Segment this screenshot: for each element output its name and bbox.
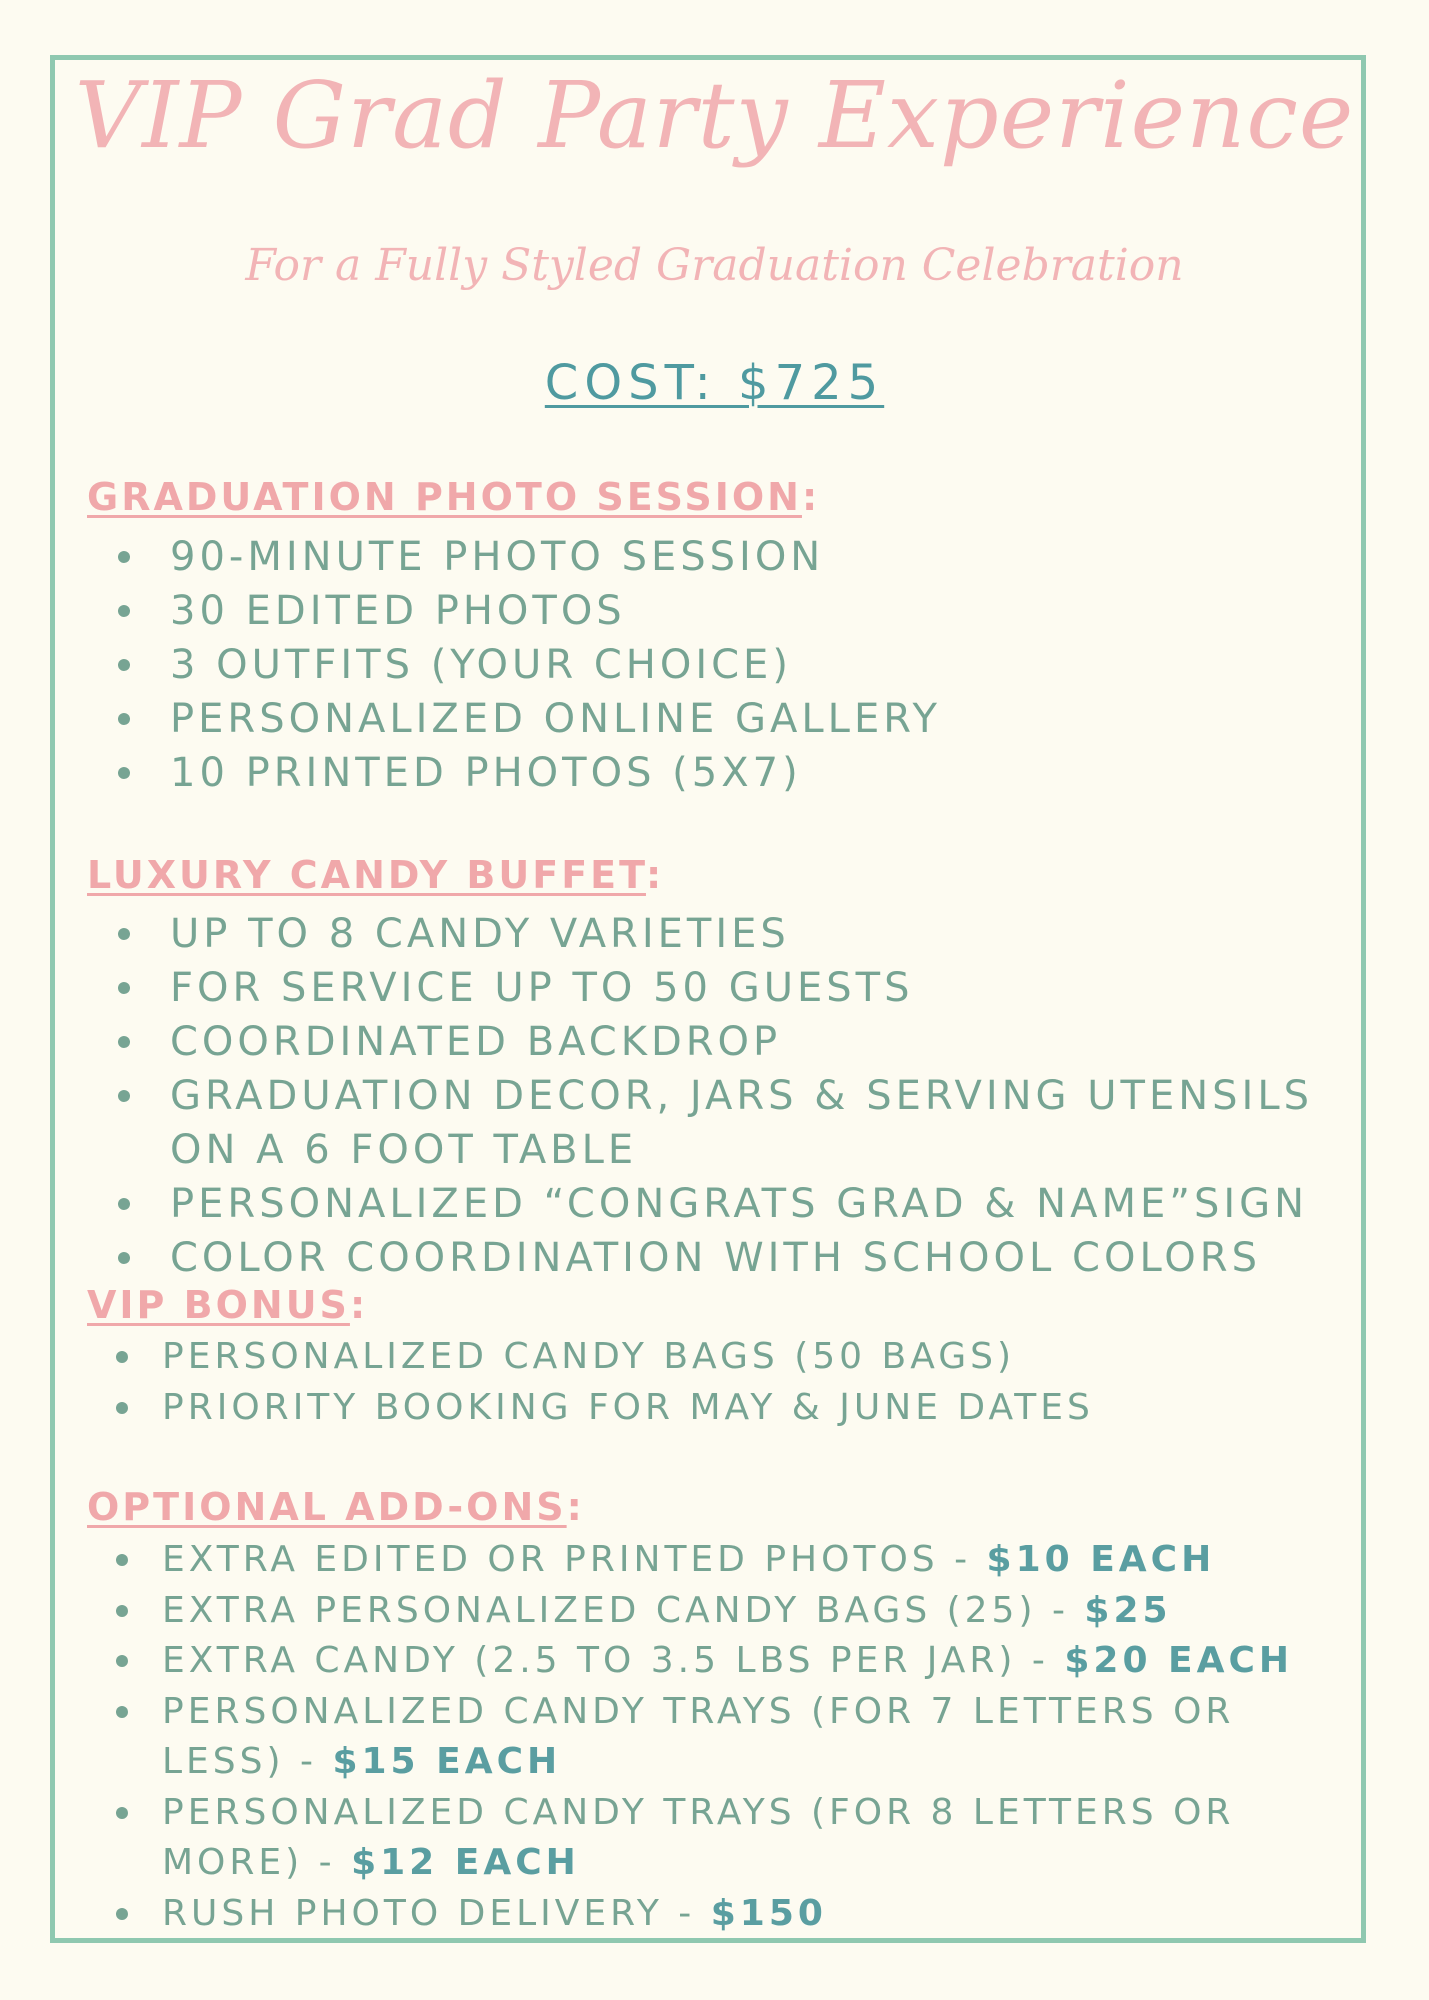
list-item-continuation: ON A 6 FOOT TABLE	[170, 1127, 638, 1173]
list-item: COORDINATED BACKDROP	[0, 1015, 1313, 1069]
addon-item	[0, 1687, 1293, 1738]
addon-item-continuation	[0, 1737, 1293, 1788]
list-bonus	[0, 1332, 1094, 1433]
cost-label	[0, 355, 1429, 411]
addon-text: MORE) -	[162, 1842, 352, 1883]
addon-item	[0, 1535, 1293, 1586]
section-heading-text: GRADUATION PHOTO SESSION	[87, 475, 802, 519]
section-heading-addons: OPTIONAL ADD-ONS:	[87, 1485, 585, 1529]
list-item: FOR SERVICE UP TO 50 GUESTS	[0, 961, 1313, 1015]
list-addons	[0, 1535, 1293, 1939]
list-item: 10 PRINTED PHOTOS (5X7)	[0, 746, 941, 800]
addon-text: PERSONALIZED CANDY TRAYS (FOR 7 LETTERS OR	[162, 1690, 1235, 1732]
addon-price: $20 EACH	[1064, 1640, 1294, 1681]
addon-item	[0, 1889, 1293, 1940]
page-subtitle: For a Fully Styled Graduation Celebration	[245, 240, 1184, 291]
page-title: VIP Grad Party Experience	[74, 62, 1355, 169]
list-candy	[0, 907, 1313, 1285]
section-heading-text: VIP BONUS	[87, 1283, 350, 1327]
addon-item	[0, 1586, 1293, 1637]
addon-text: PERSONALIZED CANDY TRAYS (FOR 8 LETTERS OR	[162, 1791, 1235, 1833]
addon-price: $15 EACH	[332, 1741, 562, 1782]
list-photo	[0, 530, 941, 800]
addon-price: $25	[1084, 1589, 1172, 1631]
section-heading-bonus: VIP BONUS:	[87, 1283, 369, 1327]
cost-text: COST: $725	[544, 355, 885, 411]
list-item: PRIORITY BOOKING FOR MAY & JUNE DATES	[0, 1383, 1094, 1434]
section-heading-text: OPTIONAL ADD-ONS	[87, 1485, 567, 1529]
list-item: 30 EDITED PHOTOS	[0, 584, 941, 638]
section-heading-photo: GRADUATION PHOTO SESSION:	[87, 475, 821, 519]
section-heading-text: LUXURY CANDY BUFFET	[87, 853, 646, 897]
list-item: COLOR COORDINATION WITH SCHOOL COLORS	[0, 1231, 1313, 1285]
addon-text: RUSH PHOTO DELIVERY -	[162, 1892, 711, 1934]
addon-price: $12 EACH	[351, 1842, 580, 1883]
addon-text: EXTRA EDITED OR PRINTED PHOTOS -	[162, 1539, 987, 1580]
list-item: UP TO 8 CANDY VARIETIES	[0, 907, 1313, 961]
addon-item-continuation	[0, 1838, 1293, 1889]
list-item: PERSONALIZED ONLINE GALLERY	[0, 692, 941, 746]
addon-text: LESS) -	[162, 1741, 333, 1782]
list-item: PERSONALIZED “CONGRATS GRAD & NAME”SIGN	[0, 1177, 1313, 1231]
list-item: 90-MINUTE PHOTO SESSION	[0, 530, 941, 584]
addon-price: $10 EACH	[986, 1539, 1216, 1580]
addon-price: $150	[710, 1892, 827, 1934]
list-item: GRADUATION DECOR, JARS & SERVING UTENSILS	[0, 1069, 1313, 1123]
section-heading-candy: LUXURY CANDY BUFFET:	[87, 853, 665, 897]
list-item: PERSONALIZED CANDY BAGS (50 BAGS)	[0, 1332, 1094, 1383]
list-item: 3 OUTFITS (YOUR CHOICE)	[0, 638, 941, 692]
addon-text: EXTRA CANDY (2.5 TO 3.5 LBS PER JAR) -	[162, 1640, 1065, 1681]
addon-item	[0, 1636, 1293, 1687]
addon-item	[0, 1788, 1293, 1839]
addon-text: EXTRA PERSONALIZED CANDY BAGS (25) -	[162, 1589, 1085, 1631]
